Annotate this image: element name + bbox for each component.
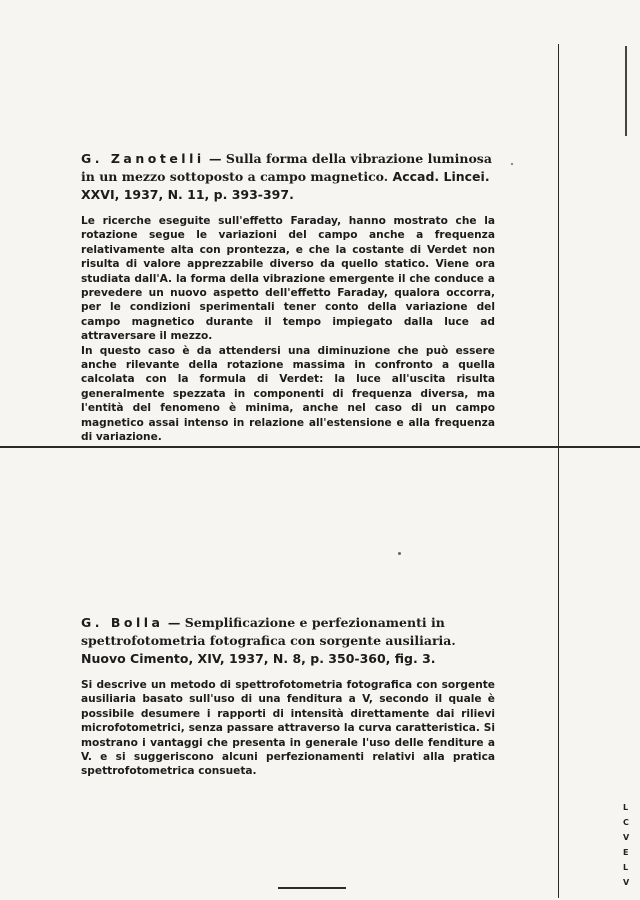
margin-letter: L xyxy=(623,803,629,812)
paragraph: Si descrive un metodo di spettrofotometria fotografica con sorgente ausiliaria basato sull'uso di una fenditura a V, secondo il quale è possibile desumere i rapporti di intensità direttamente dai rilievi microfotometrici, senza passare attraverso la curva caratteristica. Si mostrano i vantaggi che presenta in generale l'uso delle fenditure a V. e si suggeriscono alcuni perfezionamenti relativi alla pratica spettrofotometrica consueta. xyxy=(81,679,495,778)
margin-letters xyxy=(623,800,639,890)
margin-letter: E xyxy=(623,848,629,857)
citation-header xyxy=(81,614,495,668)
paragraph: Le ricerche eseguite sull'effetto Faraday, hanno mostrato che la rotazione segue le variazioni del campo anche a frequenza relativamente alta con prontezza, e che la costante di Verdet non risulta di valore apprezzabile diverso da quello statico. Viene ora studiata dall'A. la forma della vibrazione emergente il che conduce a prevedere un nuovo aspetto dell'effetto Faraday, qualora occorra, per le condizioni sperimentali tener conto della variazione del campo magnetico durante il tempo impiegato dalla luce ad attraversare il mezzo. xyxy=(81,215,495,343)
abstract-body xyxy=(81,678,495,779)
dash: — xyxy=(167,615,181,630)
speck xyxy=(398,552,401,555)
journal-reference: Nuovo Cimento, XIV, 1937, N. 8, p. 350-360, fig. 3. xyxy=(81,651,436,666)
card-divider xyxy=(0,446,640,448)
author: G. Zanotelli xyxy=(81,151,205,166)
adjacent-card-edge xyxy=(625,46,627,136)
paragraph: In questo caso è da attendersi una diminuzione che può essere anche rilevante della rotazione massima in confronto a quella calcolata con la formula di Verdet: la luce all'uscita risulta generalmente spezzata in componenti di frequenza diversa, ma l'entità del fenomeno è minima, anche nel caso di un campo magnetico assai intenso in relazione all'estensione e alla frequenza di variazione. xyxy=(81,344,495,444)
citation-header xyxy=(81,150,495,204)
article-title: Semplificazione e perfezionamenti in spettrofotometria fotografica con sorgente ausiliaria. xyxy=(81,615,456,648)
abstract-body xyxy=(81,214,495,445)
abstract-zanotelli xyxy=(81,150,495,445)
margin-letter: V xyxy=(623,833,630,842)
speck xyxy=(511,163,513,165)
journal-reference: Accad. Lincei. XXVI, 1937, N. 11, p. 393-397. xyxy=(81,169,490,202)
dash: — xyxy=(209,151,222,166)
bottom-rule xyxy=(278,887,346,889)
margin-letter: L xyxy=(623,863,629,872)
margin-letter: C xyxy=(623,818,629,827)
abstract-bolla xyxy=(81,614,495,779)
article-title: Sulla forma della vibrazione luminosa in un mezzo sottoposto a campo magnetico. xyxy=(81,151,492,184)
margin-letter: V xyxy=(623,878,630,887)
author: G. Bolla xyxy=(81,615,164,630)
